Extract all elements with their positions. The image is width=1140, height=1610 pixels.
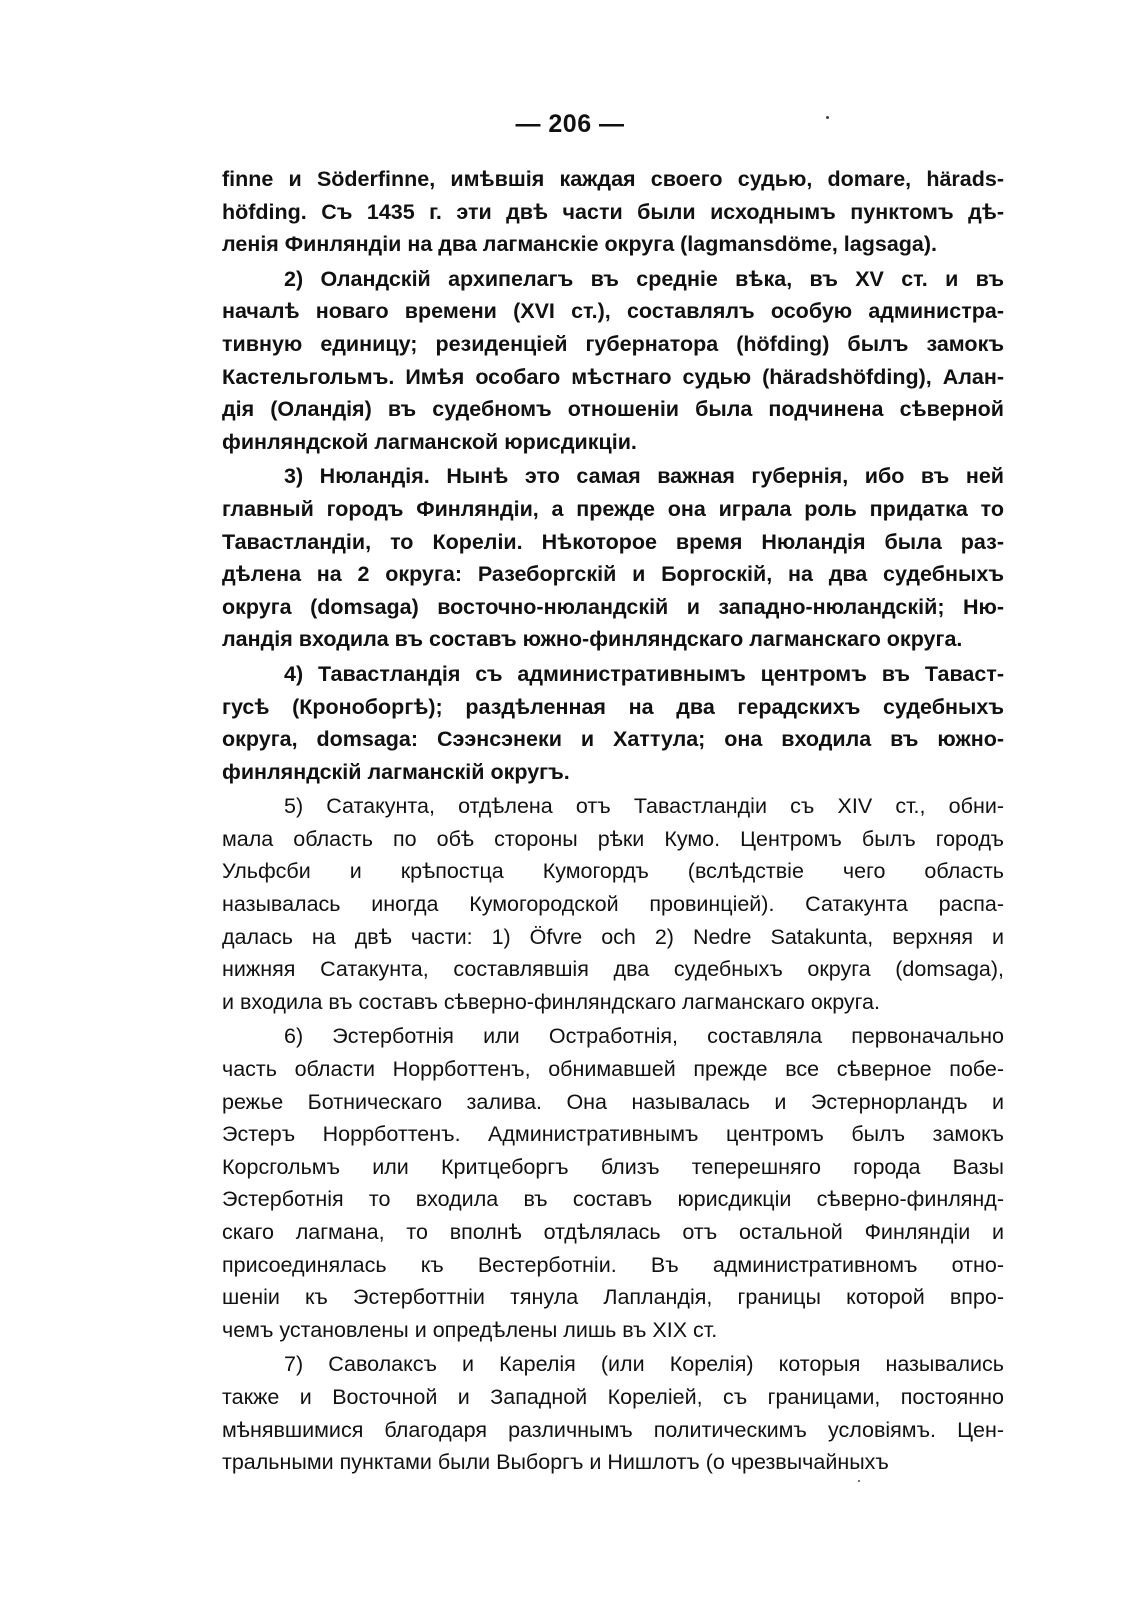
text-line: главный городъ Финляндіи, а прежде она играла роль придатка то [222, 496, 1004, 521]
text-line: финляндскій лагманскій округъ. [222, 759, 570, 784]
text-line: дѣлена на 2 округа: Разеборгскій и Боргоскій, на два судебныхъ [222, 562, 1004, 587]
text-line: 6) Эстерботнія или Остработнія, составляла первоначально [284, 1024, 1004, 1049]
text-line: Эстерботнія то входила въ составъ юрисдикціи сѣверно-финлянд- [222, 1187, 1004, 1212]
paragraph [222, 658, 1004, 788]
text-line: finne и Söderfinne, имѣвшія каждая своего судью, domare, härads- [222, 167, 1004, 191]
text-line: и входила въ составъ сѣверно-финляндскаго лагманскаго округа. [222, 989, 880, 1014]
paragraph [222, 1020, 1004, 1346]
paragraph [222, 790, 1004, 1018]
text-body [222, 163, 1004, 1481]
text-line: гусѣ (Кроноборгѣ); раздѣленная на два герадскихъ судебныхъ [222, 694, 1004, 719]
text-line: режье Ботническаго залива. Она называлась и Эстернорландъ и [222, 1089, 1004, 1114]
text-line: 4) Тавастландія съ административнымъ центромъ въ Таваст- [284, 661, 1004, 686]
text-line: ландія входила въ составъ южно-финляндскаго лагманскаго округа. [222, 627, 963, 652]
text-line: Кастельгольмъ. Имѣя особаго мѣстнаго судью (häradshöfding), Алан- [222, 364, 1004, 389]
text-line: 3) Нюландія. Нынѣ это самая важная губернія, ибо въ ней [284, 464, 1004, 489]
text-line: шеніи къ Эстерботтніи тянула Лапландія, границы которой впро- [222, 1285, 1004, 1310]
text-line: округа (domsaga) восточно-нюландскій и западно-нюландскій; Ню- [222, 594, 1004, 619]
page-number: — 206 — [515, 110, 625, 138]
paragraph [222, 263, 1004, 459]
text-line: мѣнявшимися благодаря различнымъ политическимъ условіямъ. Цен- [222, 1417, 1004, 1442]
text-line: скаго лагмана, то вполнѣ отдѣлялась отъ остальной Финляндіи и [222, 1220, 1004, 1244]
text-line: далась на двѣ части: 1) Öfvre och 2) Nedre Satakunta, верхняя и [222, 924, 1004, 949]
text-line: часть области Норрботтенъ, обнимавшей прежде все сѣверное побе- [222, 1057, 1004, 1082]
text-line: 2) Оландскій архипелагъ въ средніе вѣка, въ XV ст. и въ [284, 266, 1004, 291]
text-line: финляндской лагманской юрисдикціи. [222, 429, 637, 454]
paragraph [222, 1348, 1004, 1478]
text-line: höfding. Съ 1435 г. эти двѣ части были исходнымъ пунктомъ дѣ- [222, 199, 1004, 224]
text-line: Эстеръ Норрботтенъ. Административнымъ центромъ былъ замокъ [222, 1122, 1004, 1147]
text-line: Тавастландіи, то Кореліи. Нѣкоторое время Нюландія была раз- [222, 529, 1004, 554]
speck-mark [858, 1480, 860, 1482]
text-line: дія (Оландія) въ судебномъ отношеніи была подчинена сѣверной [222, 397, 1004, 422]
text-line: тральными пунктами были Выборгъ и Нишлотъ (о чрезвычайныхъ [222, 1450, 889, 1475]
paragraph [222, 460, 1004, 656]
paragraph [222, 163, 1004, 261]
text-line: присоединялась къ Вестерботніи. Въ административномъ отно- [222, 1252, 1004, 1277]
speck-mark [826, 116, 829, 119]
text-line: тивную единицу; резиденціей губернатора (höfding) былъ замокъ [222, 331, 1004, 356]
text-line: называлась иногда Кумогородской провинціей). Сатакунта распа- [222, 892, 1004, 917]
text-line: 7) Саволаксъ и Карелія (или Корелія) которыя назывались [284, 1352, 1004, 1377]
text-line: округа, domsaga: Сээнсэнеки и Хаттула; она входила въ южно- [222, 727, 1004, 752]
text-line: также и Восточной и Западной Кореліей, съ границами, постоянно [222, 1384, 1004, 1409]
text-line: началѣ новаго времени (XVI ст.), составлялъ особую администра- [222, 299, 1004, 324]
text-line: Ульфсби и крѣпостца Кумогордъ (вслѣдствіе чего область [222, 859, 1004, 884]
text-line: 5) Сатакунта, отдѣлена отъ Тавастландіи съ XIV ст., обни- [284, 794, 1004, 819]
text-line: чемъ установлены и опредѣлены лишь въ XIX ст. [222, 1317, 718, 1342]
text-line: мала область по обѣ стороны рѣки Кумо. Центромъ былъ городъ [222, 826, 1004, 851]
text-line: нижняя Сатакунта, составлявшія два судебныхъ округа (domsaga), [222, 957, 1004, 982]
text-line: ленія Финляндіи на два лагманскіе округа (lagmansdöme, lagsaga). [222, 232, 938, 257]
text-line: Корсгольмъ или Критцеборгъ близъ теперешняго города Вазы [222, 1154, 1004, 1179]
